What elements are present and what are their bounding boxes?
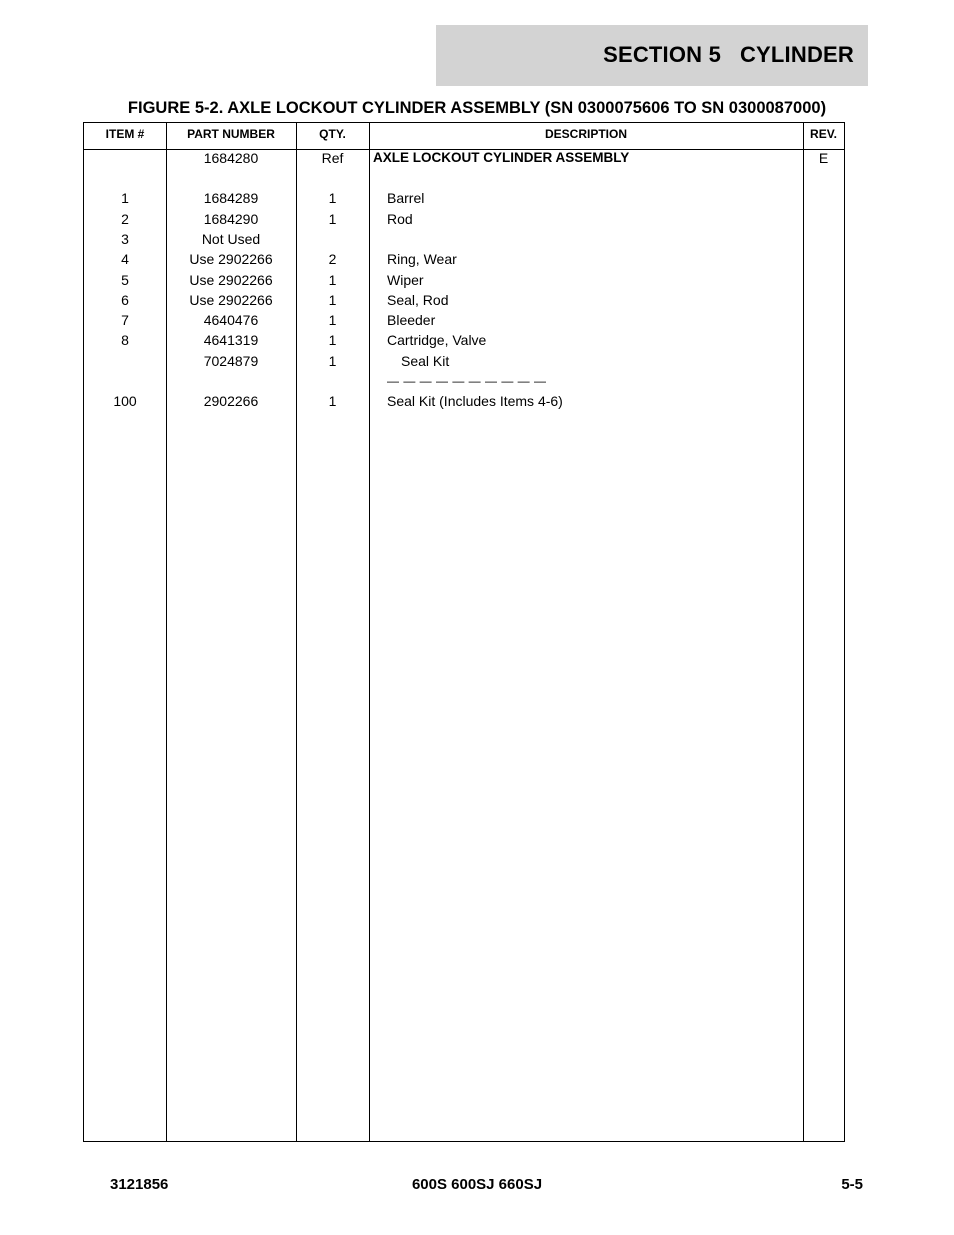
part-number: 1684280 bbox=[203, 150, 259, 166]
header-rev: REV. bbox=[810, 127, 837, 141]
figure-title: FIGURE 5-2. AXLE LOCKOUT CYLINDER ASSEMBLY (SN 0300075606 TO SN 0300087000) bbox=[127, 99, 827, 117]
item-number: 5 bbox=[121, 272, 129, 288]
footer-page-number: 5-5 bbox=[841, 1176, 863, 1193]
description: Seal Kit bbox=[401, 353, 450, 369]
part-number: 4641319 bbox=[203, 332, 259, 348]
quantity: 1 bbox=[328, 393, 337, 409]
quantity: 1 bbox=[328, 211, 337, 227]
item-number: 100 bbox=[113, 393, 137, 409]
quantity: 1 bbox=[328, 292, 337, 308]
part-number: Not Used bbox=[201, 231, 261, 247]
table-row bbox=[84, 188, 844, 208]
item-number: 2 bbox=[121, 211, 129, 227]
description: Seal Kit (Includes Items 4-6) bbox=[387, 393, 563, 409]
table-row bbox=[84, 310, 844, 330]
table-row bbox=[84, 391, 844, 411]
description: Bleeder bbox=[387, 312, 436, 328]
table-row bbox=[84, 270, 844, 290]
section-title: SECTION 5 CYLINDER bbox=[603, 42, 854, 67]
footer-doc-number: 3121856 bbox=[110, 1176, 169, 1193]
description: Cartridge, Valve bbox=[387, 332, 487, 348]
item-number: 4 bbox=[121, 251, 129, 267]
part-number: 1684289 bbox=[203, 190, 259, 206]
item-number: 3 bbox=[121, 231, 129, 247]
table-row bbox=[84, 330, 844, 350]
part-number: 2902266 bbox=[203, 393, 259, 409]
part-number: Use 2902266 bbox=[189, 292, 273, 308]
header-item: ITEM # bbox=[105, 127, 145, 141]
header-part-number: PART NUMBER bbox=[187, 127, 275, 141]
part-number: Use 2902266 bbox=[189, 272, 273, 288]
table-row bbox=[84, 351, 844, 371]
part-number: 7024879 bbox=[203, 353, 259, 369]
table-row bbox=[84, 229, 844, 249]
description: Ring, Wear bbox=[387, 251, 457, 267]
table-row bbox=[84, 371, 844, 391]
item-number: 7 bbox=[121, 312, 129, 328]
part-number: Use 2902266 bbox=[189, 251, 273, 267]
part-number: 1684290 bbox=[203, 211, 259, 227]
description: Barrel bbox=[387, 190, 425, 206]
header-description: DESCRIPTION bbox=[544, 127, 627, 141]
quantity: 1 bbox=[328, 312, 337, 328]
quantity: 1 bbox=[328, 190, 337, 206]
part-number: 4640476 bbox=[203, 312, 259, 328]
revision: E bbox=[818, 150, 829, 166]
quantity: 1 bbox=[328, 332, 337, 348]
table-row bbox=[84, 249, 844, 269]
description: Seal, Rod bbox=[387, 292, 449, 308]
table-row bbox=[84, 290, 844, 310]
table-row bbox=[84, 148, 844, 168]
quantity: Ref bbox=[321, 150, 344, 166]
quantity: 1 bbox=[328, 353, 337, 369]
item-number: 8 bbox=[121, 332, 129, 348]
quantity: 1 bbox=[328, 272, 337, 288]
item-number: 1 bbox=[121, 190, 129, 206]
header-qty: QTY. bbox=[319, 127, 346, 141]
description: AXLE LOCKOUT CYLINDER ASSEMBLY bbox=[373, 150, 630, 165]
dashed-separator: — — — — — — — — — — bbox=[387, 374, 547, 388]
description: Wiper bbox=[387, 272, 424, 288]
footer-models: 600S 600SJ 660SJ bbox=[411, 1176, 543, 1193]
parts-table bbox=[83, 122, 845, 1142]
item-number: 6 bbox=[121, 292, 129, 308]
table-row bbox=[84, 209, 844, 229]
quantity: 2 bbox=[328, 251, 337, 267]
description: Rod bbox=[387, 211, 413, 227]
section-header bbox=[436, 25, 868, 86]
